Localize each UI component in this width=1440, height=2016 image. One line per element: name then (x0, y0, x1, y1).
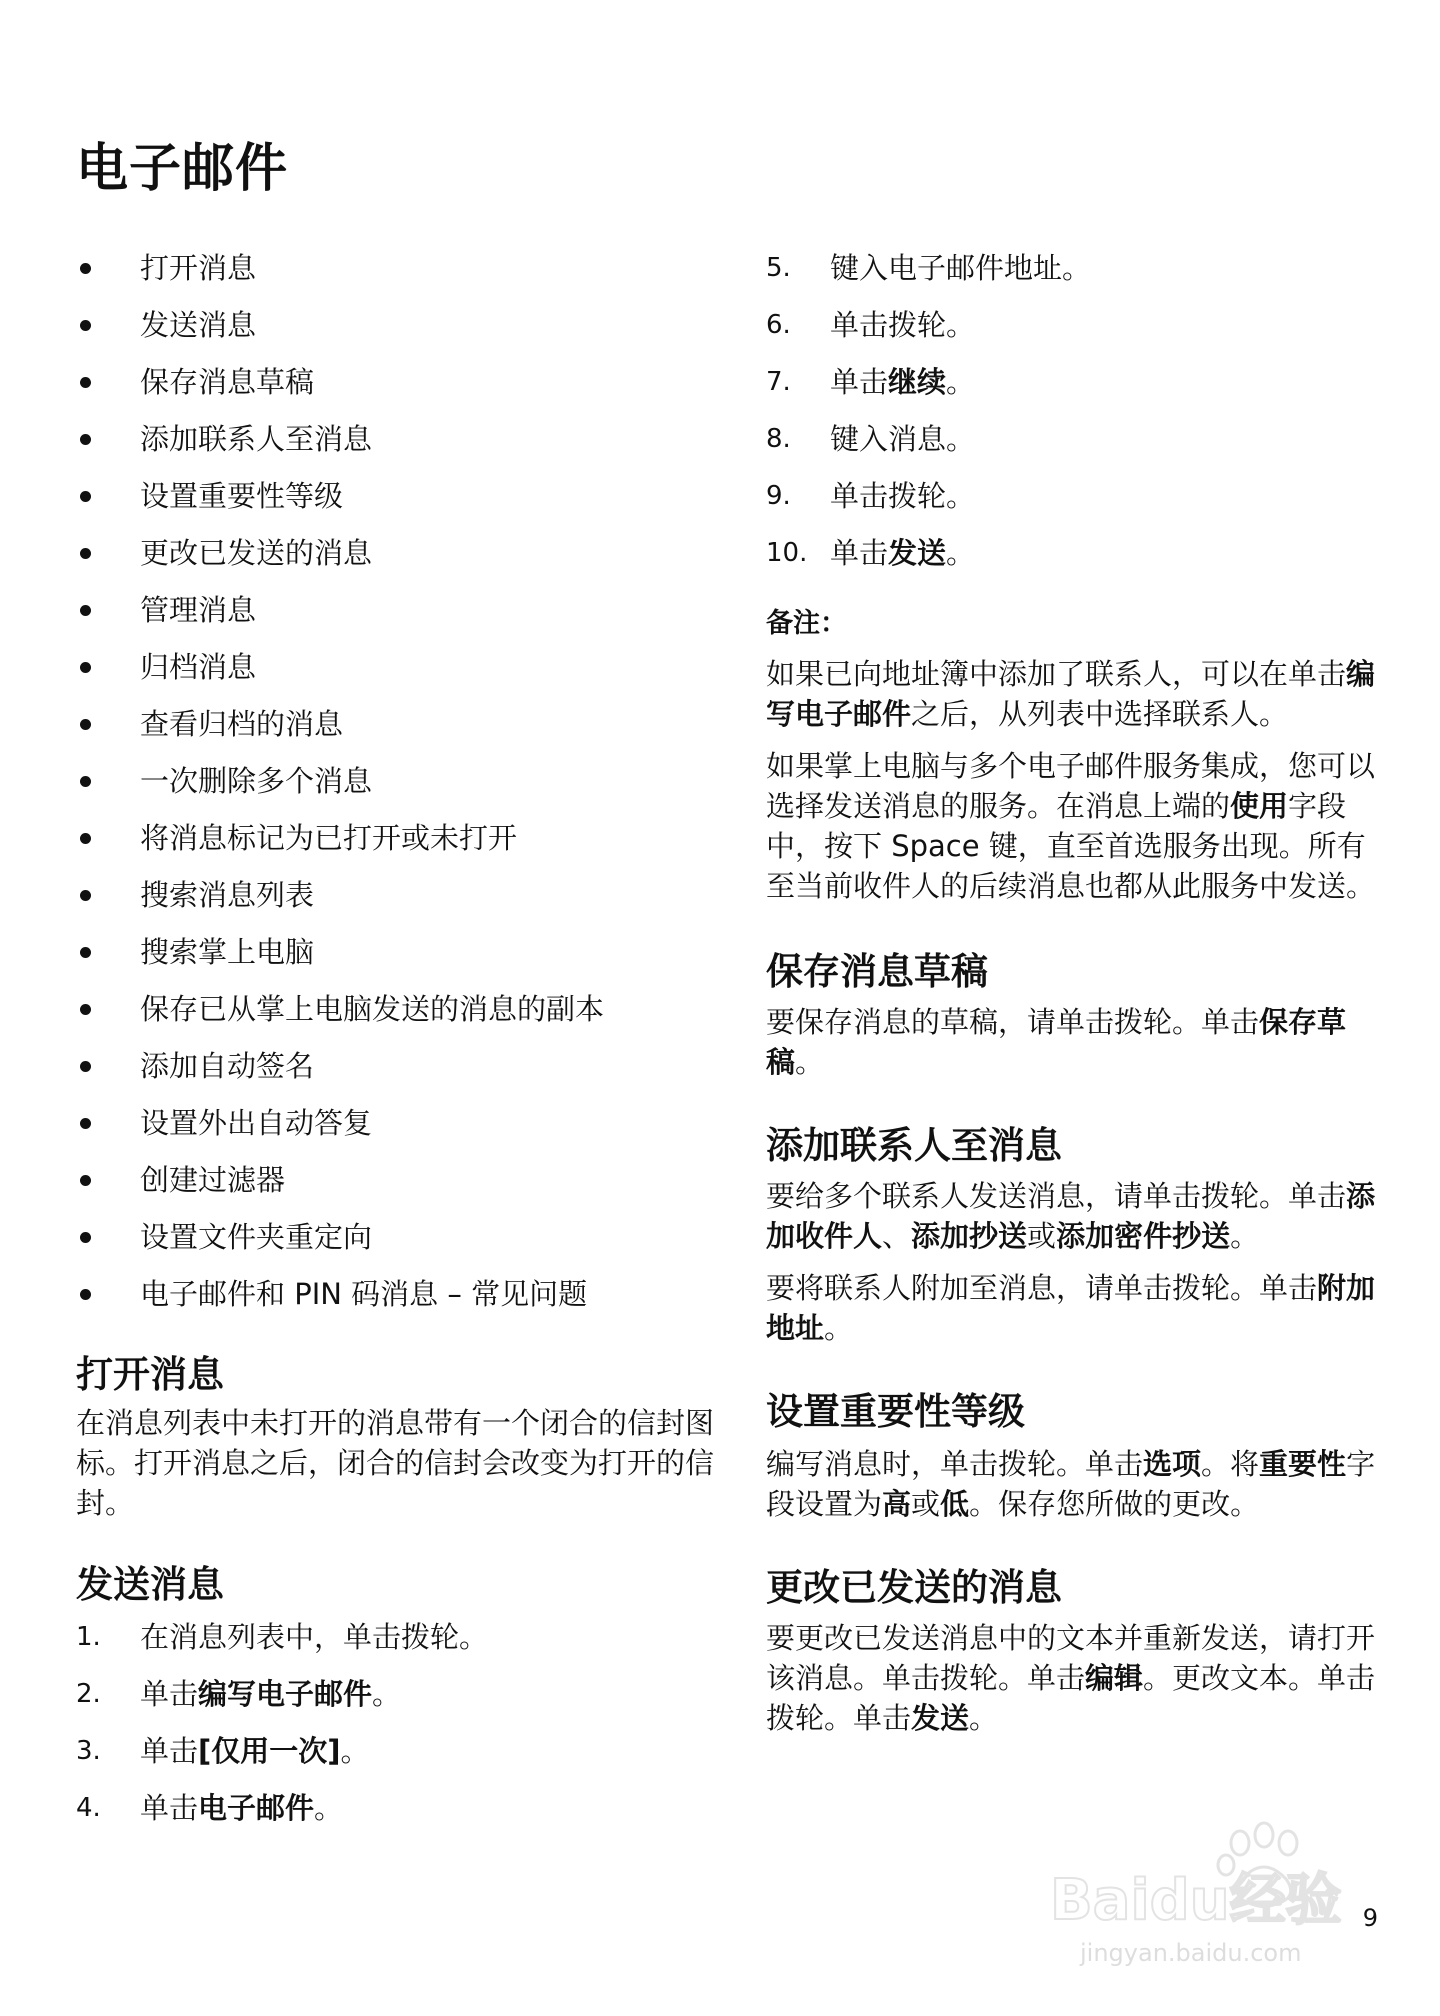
section-heading-open-message: 打开消息 (76, 1353, 224, 1396)
watermark-url: jingyan.baidu.com (1080, 1939, 1302, 1967)
bullet-icon (80, 719, 91, 730)
toc-item[interactable]: 添加自动签名 (76, 1046, 716, 1103)
bullet-icon (80, 548, 91, 559)
left-column (76, 248, 716, 1845)
section-heading-send-message: 发送消息 (76, 1563, 224, 1606)
toc-list (76, 248, 716, 1331)
section-heading-importance: 设置重要性等级 (766, 1390, 1025, 1433)
send-steps-part1 (76, 1617, 716, 1845)
section-heading-add-contact: 添加联系人至消息 (766, 1124, 1062, 1167)
bullet-icon (80, 1232, 91, 1243)
toc-item[interactable]: 设置重要性等级 (76, 476, 716, 533)
baidu-watermark-logo (1040, 1815, 1380, 1975)
bullet-icon (80, 1061, 91, 1072)
bullet-icon (80, 833, 91, 844)
toc-item[interactable]: 搜索掌上电脑 (76, 932, 716, 989)
add-contact-body-1: 要给多个联系人发送消息，请单击拨轮。单击添加收件人、添加抄送或添加密件抄送。 (766, 1179, 1376, 1253)
step-item: 9. 单击拨轮。 (766, 479, 976, 513)
toc-item[interactable]: 添加联系人至消息 (76, 419, 716, 476)
section-heading-change-sent: 更改已发送的消息 (766, 1566, 1062, 1609)
note-label: 备注： (766, 608, 847, 639)
right-column (766, 248, 1386, 1738)
step-item: 4. 单击电子邮件。 (76, 1791, 344, 1825)
toc-item[interactable]: 设置外出自动答复 (76, 1103, 716, 1160)
save-draft-body: 要保存消息的草稿，请单击拨轮。单击保存草稿。 (766, 1005, 1347, 1079)
toc-item[interactable]: 一次删除多个消息 (76, 761, 716, 818)
step-item: 1. 在消息列表中，单击拨轮。 (76, 1620, 489, 1654)
note-paragraph-2: 如果掌上电脑与多个电子邮件服务集成，您可以选择发送消息的服务。在消息上端的使用字段中，按下 Space 键，直至首选服务出现。所有至当前收件人的后续消息也都从此服务中发送。 (766, 749, 1376, 903)
bullet-icon (80, 377, 91, 388)
toc-item[interactable]: 保存消息草稿 (76, 362, 716, 419)
bullet-icon (80, 662, 91, 673)
page-title: 电子邮件 (76, 139, 289, 199)
bullet-icon (80, 1289, 91, 1300)
toc-item[interactable]: 搜索消息列表 (76, 875, 716, 932)
step-item: 5. 键入电子邮件地址。 (766, 251, 1092, 285)
bullet-icon (80, 320, 91, 331)
toc-item[interactable]: 查看归档的消息 (76, 704, 716, 761)
page-number: 9 (1362, 1904, 1378, 1932)
toc-item[interactable]: 保存已从掌上电脑发送的消息的副本 (76, 989, 716, 1046)
toc-item[interactable]: 打开消息 (76, 248, 716, 305)
toc-item[interactable]: 管理消息 (76, 590, 716, 647)
step-item: 2. 单击编写电子邮件。 (76, 1677, 402, 1711)
importance-body: 编写消息时，单击拨轮。单击选项。将重要性字段设置为高或低。保存您所做的更改。 (766, 1447, 1376, 1521)
note-paragraph-1: 如果已向地址簿中添加了联系人，可以在单击编写电子邮件之后，从列表中选择联系人。 (766, 657, 1376, 731)
bullet-icon (80, 947, 91, 958)
watermark-brand: Baidu经验 (1050, 1868, 1342, 1933)
bullet-icon (80, 1175, 91, 1186)
bullet-icon (80, 491, 91, 502)
step-item: 6. 单击拨轮。 (766, 308, 976, 342)
bullet-icon (80, 1118, 91, 1129)
step-item: 10. 单击发送。 (766, 536, 976, 570)
toc-item[interactable]: 电子邮件和 PIN 码消息 – 常见问题 (76, 1274, 716, 1331)
step-item: 3. 单击[仅用一次]。 (76, 1734, 370, 1768)
toc-item[interactable]: 更改已发送的消息 (76, 533, 716, 590)
toc-item[interactable]: 将消息标记为已打开或未打开 (76, 818, 716, 875)
change-sent-body: 要更改已发送消息中的文本并重新发送，请打开该消息。单击拨轮。单击编辑。更改文本。单击拨轮。单击发送。 (766, 1621, 1376, 1735)
toc-item[interactable]: 归档消息 (76, 647, 716, 704)
toc-item[interactable]: 设置文件夹重定向 (76, 1217, 716, 1274)
open-message-body: 在消息列表中未打开的消息带有一个闭合的信封图标。打开消息之后，闭合的信封会改变为打开的信封。 (76, 1406, 715, 1520)
bullet-icon (80, 605, 91, 616)
send-steps-part2 (766, 248, 1386, 590)
step-item: 7. 单击继续。 (766, 365, 976, 399)
toc-item[interactable]: 发送消息 (76, 305, 716, 362)
bullet-icon (80, 890, 91, 901)
bullet-icon (80, 1004, 91, 1015)
add-contact-body-2: 要将联系人附加至消息，请单击拨轮。单击附加地址。 (766, 1271, 1376, 1345)
bullet-icon (80, 434, 91, 445)
bullet-icon (80, 263, 91, 274)
step-item: 8. 键入消息。 (766, 422, 976, 456)
toc-item[interactable]: 创建过滤器 (76, 1160, 716, 1217)
section-heading-save-draft: 保存消息草稿 (766, 950, 988, 993)
bullet-icon (80, 776, 91, 787)
